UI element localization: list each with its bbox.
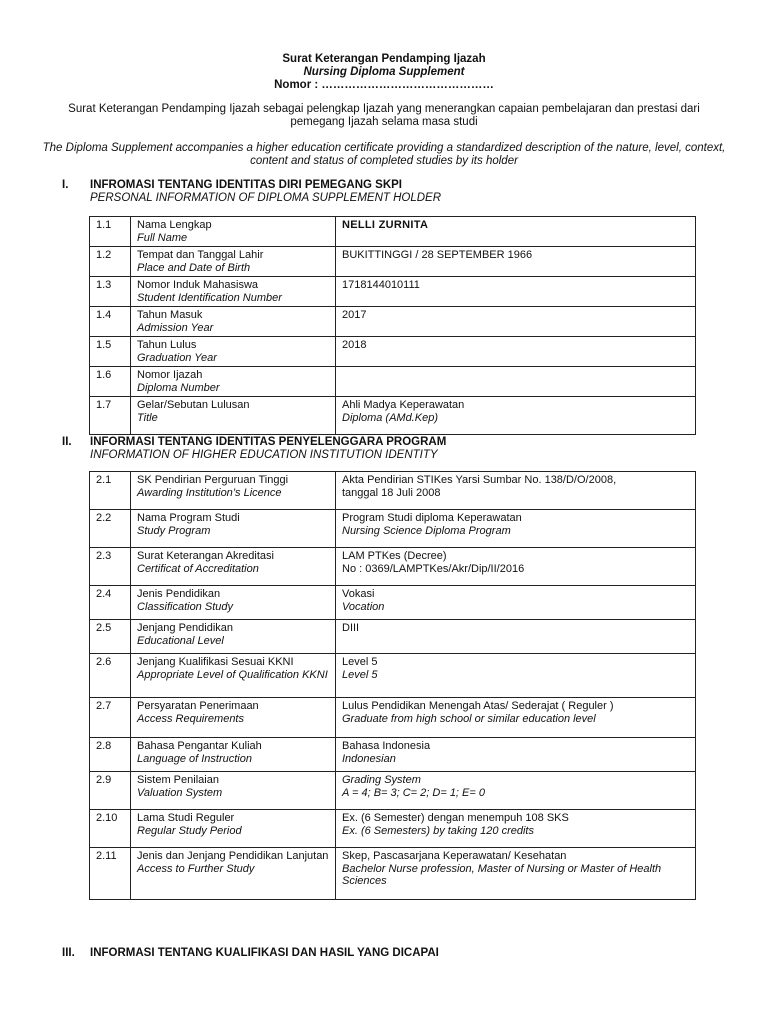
row-value-secondary: No : 0369/LAMPTKes/Akr/Dip/II/2016 <box>342 562 525 575</box>
row-number: 2.5 <box>90 620 131 654</box>
row-value-cell <box>336 772 696 810</box>
row-label: Jenjang Kualifikasi Sesuai KKNI <box>137 656 294 668</box>
row-label-cell <box>131 472 336 510</box>
row-label: Gelar/Sebutan Lulusan <box>137 399 250 411</box>
row-value-cell <box>336 848 696 900</box>
row-label: Tahun Masuk <box>137 309 203 321</box>
row-label-english: Valuation System <box>137 786 223 799</box>
row-label-english: Admission Year <box>137 321 214 334</box>
table-row <box>90 367 696 397</box>
row-label-cell <box>131 620 336 654</box>
row-value-secondary: Diploma (AMd.Kep) <box>342 411 438 424</box>
table-row <box>90 247 696 277</box>
row-value: DIII <box>342 622 360 634</box>
row-label: Jenjang Pendidikan <box>137 622 234 634</box>
table-row <box>90 848 696 900</box>
row-number: 2.4 <box>90 586 131 620</box>
row-label: Tahun Lulus <box>137 339 197 351</box>
row-label-english: Appropriate Level of Qualification KKNI <box>137 668 328 681</box>
section-1-title: INFROMASI TENTANG IDENTITAS DIRI PEMEGANG SKPI <box>90 179 402 191</box>
row-label-english: Regular Study Period <box>137 824 242 837</box>
table-row <box>90 307 696 337</box>
row-value-secondary: tanggal 18 Juli 2008 <box>342 486 441 499</box>
row-value: Bahasa Indonesia <box>342 740 431 752</box>
row-number: 1.6 <box>90 367 131 397</box>
row-number: 2.9 <box>90 772 131 810</box>
row-label-cell <box>131 738 336 772</box>
row-label: Nama Lengkap <box>137 219 212 231</box>
row-value-cell <box>336 510 696 548</box>
row-label: Jenis dan Jenjang Pendidikan Lanjutan <box>137 850 329 862</box>
row-label-english: Place and Date of Birth <box>137 261 251 274</box>
intro-english: The Diploma Supplement accompanies a higher education certificate providing a standardized description of the nature, level, context, content and status of completed studies by its holder <box>42 142 726 167</box>
row-label-cell <box>131 217 336 247</box>
row-label: Nama Program Studi <box>137 512 240 524</box>
row-value: Grading System <box>342 774 421 786</box>
document-number: Nomor : ……………………………………… <box>274 79 494 91</box>
row-label-cell <box>131 277 336 307</box>
table-row <box>90 738 696 772</box>
row-value-cell <box>336 698 696 738</box>
row-label-cell <box>131 654 336 698</box>
row-number: 2.11 <box>90 848 131 900</box>
row-label: Jenis Pendidikan <box>137 588 221 600</box>
section-2-number: II. <box>62 436 72 448</box>
row-label-english: Awarding Institution’s Licence <box>137 486 282 499</box>
row-value: Level 5 <box>342 656 378 668</box>
row-label-english: Classification Study <box>137 600 233 613</box>
row-label-english: Diploma Number <box>137 381 220 394</box>
row-value: Skep, Pascasarjana Keperawatan/ Kesehatan <box>342 850 567 862</box>
row-value: NELLI ZURNITA <box>342 219 429 231</box>
row-value-secondary: Indonesian <box>342 752 396 765</box>
row-label-cell <box>131 698 336 738</box>
row-value-cell <box>336 738 696 772</box>
section-2-title: INFORMASI TENTANG IDENTITAS PENYELENGGARA PROGRAM <box>90 436 447 448</box>
row-value: Lulus Pendidikan Menengah Atas/ Sederajat ( Reguler ) <box>342 700 614 712</box>
row-value: LAM PTKes (Decree) <box>342 550 447 562</box>
intro-indonesian: Surat Keterangan Pendamping Ijazah sebagai pelengkap Ijazah yang menerangkan capaian pembelajaran dan prestasi dari pemegang Ijazah selama masa studi <box>68 103 700 128</box>
table-row <box>90 397 696 435</box>
document-header <box>0 53 768 92</box>
row-number: 2.3 <box>90 548 131 586</box>
section-1-number: I. <box>62 179 69 191</box>
row-label-english: Educational Level <box>137 634 224 647</box>
row-label-english: Language of Instruction <box>137 752 252 765</box>
row-number: 1.4 <box>90 307 131 337</box>
row-value-cell <box>336 337 696 367</box>
row-value-secondary: A = 4; B= 3; C= 2; D= 1; E= 0 <box>342 786 485 799</box>
row-value-cell <box>336 654 696 698</box>
row-label-cell <box>131 337 336 367</box>
row-label: Bahasa Pengantar Kuliah <box>137 740 262 752</box>
row-label-cell <box>131 848 336 900</box>
row-label-english: Access to Further Study <box>137 862 255 875</box>
row-label-cell <box>131 247 336 277</box>
section-1-title-en: PERSONAL INFORMATION OF DIPLOMA SUPPLEMENT HOLDER <box>90 192 442 204</box>
row-label-english: Student Identification Number <box>137 291 282 304</box>
row-value: Ahli Madya Keperawatan <box>342 399 465 411</box>
row-value-cell <box>336 367 696 397</box>
row-value: 1718144010111 <box>342 279 420 291</box>
table-row <box>90 277 696 307</box>
row-value-secondary: Bachelor Nurse profession, Master of Nursing or Master of Health Sciences <box>342 862 662 887</box>
row-value-secondary: Level 5 <box>342 668 378 681</box>
row-number: 2.6 <box>90 654 131 698</box>
row-value-secondary: Nursing Science Diploma Program <box>342 524 511 537</box>
document-subtitle: Nursing Diploma Supplement <box>303 66 465 78</box>
row-label-cell <box>131 810 336 848</box>
row-label-english: Full Name <box>137 231 188 244</box>
row-number: 1.1 <box>90 217 131 247</box>
row-value: Program Studi diploma Keperawatan <box>342 512 522 524</box>
row-label: SK Pendirian Perguruan Tinggi <box>137 474 289 486</box>
row-value-secondary: Graduate from high school or similar education level <box>342 712 596 725</box>
row-number: 2.1 <box>90 472 131 510</box>
row-label-cell <box>131 772 336 810</box>
table-row <box>90 654 696 698</box>
row-number: 1.2 <box>90 247 131 277</box>
row-value-secondary: Vocation <box>342 600 385 613</box>
row-label: Lama Studi Reguler <box>137 812 235 824</box>
row-value-cell <box>336 620 696 654</box>
table-row <box>90 620 696 654</box>
row-value: Akta Pendirian STIKes Yarsi Sumbar No. 138/D/O/2008, <box>342 474 617 486</box>
row-value-cell <box>336 217 696 247</box>
row-number: 2.8 <box>90 738 131 772</box>
row-value-secondary: Ex. (6 Semesters) by taking 120 credits <box>342 824 534 837</box>
row-label-cell <box>131 510 336 548</box>
row-number: 1.3 <box>90 277 131 307</box>
row-value-cell <box>336 307 696 337</box>
section-3-title: INFORMASI TENTANG KUALIFIKASI DAN HASIL YANG DICAPAI <box>90 947 439 959</box>
table-row <box>90 472 696 510</box>
table-row <box>90 698 696 738</box>
row-label: Persyaratan Penerimaan <box>137 700 259 712</box>
row-label: Surat Keterangan Akreditasi <box>137 550 274 562</box>
row-label-english: Access Requirements <box>137 712 244 725</box>
table-row <box>90 586 696 620</box>
table-row <box>90 510 696 548</box>
section-2-title-en: INFORMATION OF HIGHER EDUCATION INSTITUTION IDENTITY <box>90 449 438 461</box>
row-value: Ex. (6 Semester) dengan menempuh 108 SKS <box>342 812 569 824</box>
table-row <box>90 548 696 586</box>
row-label: Nomor Ijazah <box>137 369 203 381</box>
institution-info-table <box>89 471 696 900</box>
table-row <box>90 772 696 810</box>
row-value-cell <box>336 586 696 620</box>
row-label-cell <box>131 586 336 620</box>
row-label-cell <box>131 307 336 337</box>
row-label-cell <box>131 548 336 586</box>
section-3-number: III. <box>62 947 75 959</box>
row-value-cell <box>336 247 696 277</box>
row-value-cell <box>336 810 696 848</box>
row-label: Sistem Penilaian <box>137 774 219 786</box>
row-label-cell <box>131 367 336 397</box>
row-value-cell <box>336 472 696 510</box>
row-label-english: Graduation Year <box>137 351 217 364</box>
row-value-cell <box>336 397 696 435</box>
row-label-english: Title <box>137 411 158 424</box>
row-number: 1.7 <box>90 397 131 435</box>
row-value-cell <box>336 277 696 307</box>
row-label-english: Study Program <box>137 524 211 537</box>
row-value: Vokasi <box>342 588 375 600</box>
document-title: Surat Keterangan Pendamping Ijazah <box>282 53 486 65</box>
row-value: 2018 <box>342 339 367 351</box>
row-number: 1.5 <box>90 337 131 367</box>
table-row <box>90 337 696 367</box>
row-label-english: Certificat of Accreditation <box>137 562 259 575</box>
row-value-cell <box>336 548 696 586</box>
row-number: 2.2 <box>90 510 131 548</box>
row-label: Nomor Induk Mahasiswa <box>137 279 259 291</box>
row-label-cell <box>131 397 336 435</box>
row-value: BUKITTINGGI / 28 SEPTEMBER 1966 <box>342 249 533 261</box>
personal-info-table <box>89 216 696 435</box>
table-row <box>90 810 696 848</box>
table-row <box>90 217 696 247</box>
row-number: 2.7 <box>90 698 131 738</box>
row-number: 2.10 <box>90 810 131 848</box>
row-value: 2017 <box>342 309 367 321</box>
row-label: Tempat dan Tanggal Lahir <box>137 249 264 261</box>
